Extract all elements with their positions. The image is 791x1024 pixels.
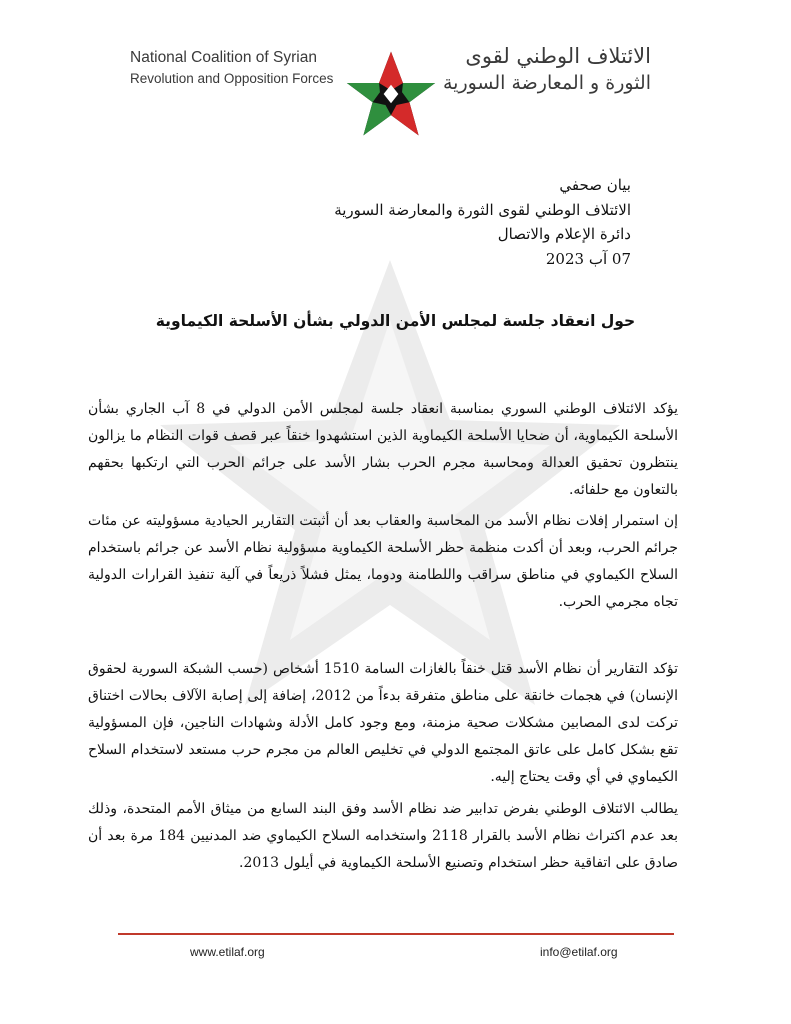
body-paragraph-3: تؤكد التقارير أن نظام الأسد قتل خنقاً بالغازات السامة 1510 أشخاص (حسب الشبكة السورية لحقوق الإنسان) في هجمات خانقة على مناطق متفرقة بدءاً من 2012، إضافة إلى إصابة الآلاف بحالات اختناق تركت لدى المصابين مشكلات صحية مزمنة، ومع وجود كامل الأدلة وشهادات الناجين، فإن المسؤولية تقع بشكل كامل على عاتق المجتمع الدولي في تخليص العالم من مجرم حرب مستعد لاستخدام السلاح الكيماوي في أي وقت يحتاج إليه.	[88, 661, 678, 785]
document-title: حول انعقاد جلسة لمجلس الأمن الدولي بشأن الأسلحة الكيماوية	[155, 312, 636, 330]
org-name-arabic-line2: الثورة و المعارضة السورية	[442, 72, 651, 94]
issuing-department: دائرة الإعلام والاتصال	[497, 225, 631, 243]
org-name-english-line2: Revolution and Opposition Forces	[130, 71, 334, 86]
org-name-english-line1: National Coalition of Syrian	[130, 49, 317, 66]
coalition-star-logo-icon	[345, 48, 437, 140]
footer-divider	[118, 933, 674, 935]
release-date: 07 آب 2023	[545, 249, 631, 268]
org-name-arabic-line1: الائتلاف الوطني لقوى	[465, 44, 651, 68]
body-paragraph-4: يطالب الائتلاف الوطني بفرض تدابير ضد نظام الأسد وفق البند السابع من ميثاق الأمم المتحدة، وذلك بعد عدم اكتراث نظام الأسد بالقرار 2118 واستخدامه السلاح الكيماوي ضد المدنيين 184 مرة بعد أن صادق على اتفاقية حظر استخدام وتصنيع الأسلحة الكيماوية في أيلول 2013.	[88, 801, 678, 871]
footer-website-link[interactable]: www.etilaf.org	[190, 945, 265, 959]
footer-email-link[interactable]: info@etilaf.org	[540, 945, 618, 959]
document-type: بيان صحفي	[559, 176, 631, 194]
body-paragraph-2: إن استمرار إفلات نظام الأسد من المحاسبة والعقاب بعد أن أثبتت التقارير الحيادية مسؤوليته عن مئات جرائم الحرب، وبعد أن أكدت منظمة حظر الأسلحة الكيماوية مسؤولية نظام الأسد عن جرائم باستخدام السلاح الكيماوي في مناطق سراقب واللطامنة ودوما، يمثل فشلاً ذريعاً في آلية تنفيذ القرارات الدولية تجاه مجرمي الحرب.	[88, 513, 678, 610]
press-release-meta	[334, 173, 631, 271]
issuing-body: الائتلاف الوطني لقوى الثورة والمعارضة السورية	[334, 200, 631, 219]
org-name-english	[130, 47, 333, 89]
org-name-arabic	[443, 42, 651, 96]
body-paragraph-1: يؤكد الائتلاف الوطني السوري بمناسبة انعقاد جلسة لمجلس الأمن الدولي في 8 آب الجاري بشأن الأسلحة الكيماوية، أن ضحايا الأسلحة الكيماوية الذين استشهدوا خنقاً عبر قصف قوات النظام ما يزالون ينتظرون تحقيق العدالة ومحاسبة مجرم الحرب بشار الأسد على جرائم الحرب التي ارتكبها بحقهم بالتعاون مع حلفائه.	[88, 401, 679, 498]
